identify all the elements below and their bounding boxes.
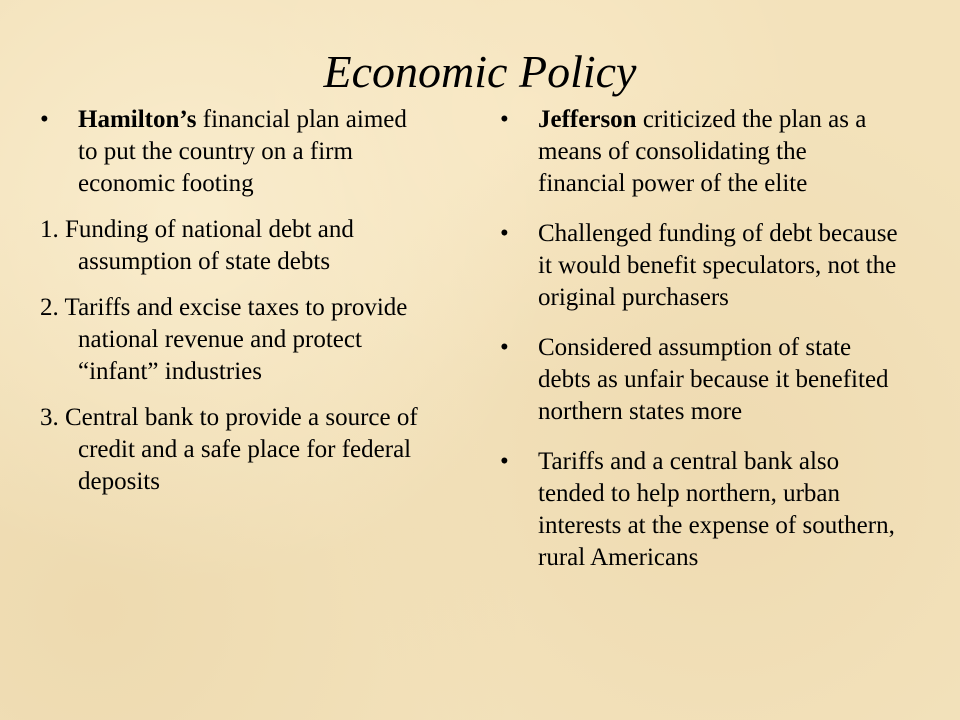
bullet-marker: • [500, 448, 509, 475]
hamilton-point-3: 3. Central bank to provide a source of credit and a safe place for federal deposits [40, 404, 418, 495]
bullet-marker: • [500, 106, 509, 133]
jefferson-point-1 [500, 218, 900, 314]
jefferson-text: criticized the plan as a means of consolidating the financial power of the elite [538, 106, 867, 197]
jefferson-point-text: Challenged funding of debt because it would benefit speculators, not the original purchasers [538, 220, 898, 311]
jefferson-point-3 [500, 446, 900, 574]
hamilton-text: financial plan aimed to put the country on a firm economic footing [78, 106, 407, 197]
jefferson-point-text: Tariffs and a central bank also tended to help northern, urban interests at the expense of southern, rural Americans [538, 448, 895, 571]
slide-title: Economic Policy [323, 46, 637, 97]
hamilton-point-2: 2. Tariffs and excise taxes to provide national revenue and protect “infant” industries [40, 294, 408, 385]
right-column [500, 104, 900, 574]
bullet-marker: • [40, 106, 49, 133]
hamilton-bullet [40, 104, 425, 200]
jefferson-point-2 [500, 332, 900, 428]
left-column [40, 104, 425, 498]
jefferson-point-text: Considered assumption of state debts as unfair because it benefited northern states more [538, 334, 889, 425]
hamilton-name: Hamilton’s [78, 106, 197, 133]
bullet-marker: • [500, 334, 509, 361]
bullet-marker: • [500, 220, 509, 247]
jefferson-bullet [500, 104, 900, 200]
jefferson-name: Jefferson [538, 106, 637, 133]
hamilton-point-1: 1. Funding of national debt and assumption of state debts [40, 216, 354, 275]
